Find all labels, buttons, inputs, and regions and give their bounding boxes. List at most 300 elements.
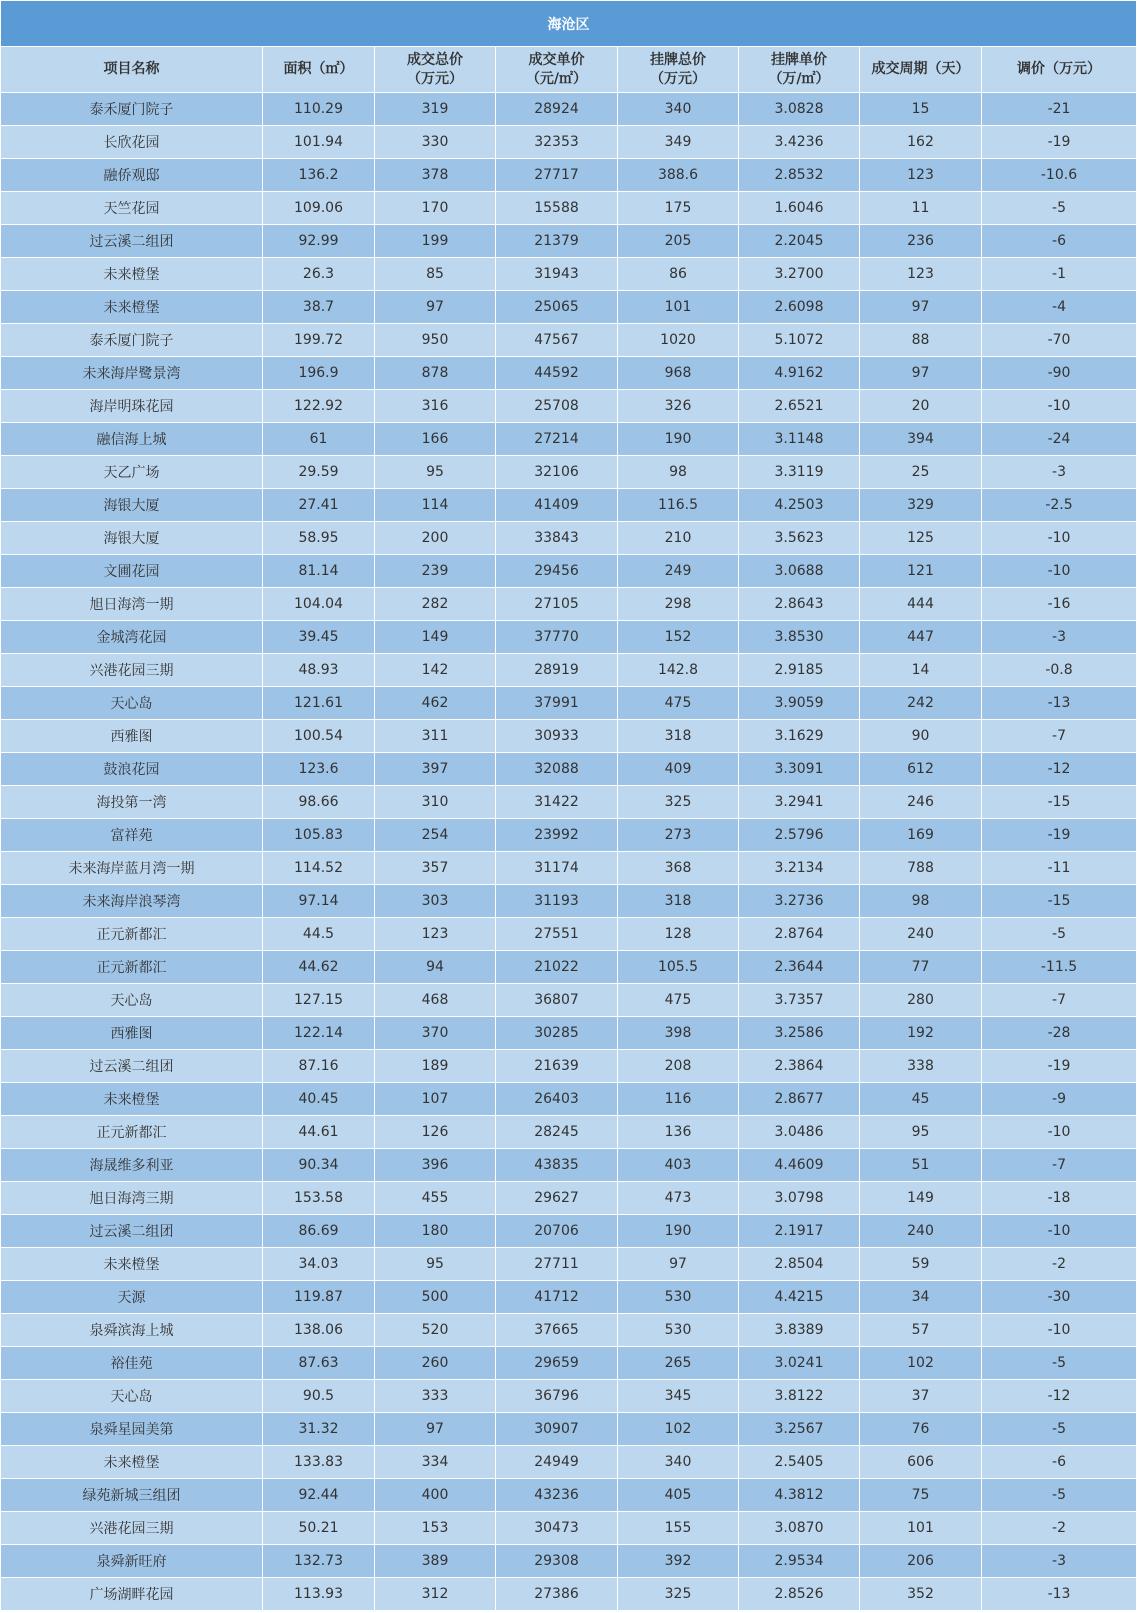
list-unit-price-cell: 2.2045 [739, 225, 860, 258]
deal-cycle-cell: 123 [860, 258, 982, 291]
price-adjust-cell: -7 [982, 720, 1137, 753]
deal-total-cell: 319 [375, 93, 496, 126]
list-total-cell: 175 [618, 192, 739, 225]
area-cell: 58.95 [263, 522, 375, 555]
deal-unit-price-cell: 32106 [496, 456, 618, 489]
deal-total-cell: 200 [375, 522, 496, 555]
deal-unit-price-cell: 27214 [496, 423, 618, 456]
project-name-cell: 天源 [1, 1281, 263, 1314]
deal-total-cell: 468 [375, 984, 496, 1017]
deal-cycle-cell: 25 [860, 456, 982, 489]
deal-unit-price-cell: 27717 [496, 159, 618, 192]
deal-cycle-cell: 125 [860, 522, 982, 555]
deal-total-cell: 97 [375, 1413, 496, 1446]
list-unit-price-cell: 2.5796 [739, 819, 860, 852]
deal-total-cell: 85 [375, 258, 496, 291]
price-adjust-cell: -9 [982, 1083, 1137, 1116]
area-cell: 90.34 [263, 1149, 375, 1182]
project-name-cell: 正元新都汇 [1, 918, 263, 951]
list-unit-price-cell: 3.3091 [739, 753, 860, 786]
list-total-cell: 326 [618, 390, 739, 423]
list-unit-price-cell: 2.9185 [739, 654, 860, 687]
price-adjust-cell: -19 [982, 126, 1137, 159]
table-row [1, 1215, 1137, 1248]
list-unit-price-cell: 3.2941 [739, 786, 860, 819]
project-name-cell: 海岸明珠花园 [1, 390, 263, 423]
project-name-cell: 泉舜星园美第 [1, 1413, 263, 1446]
list-total-cell: 368 [618, 852, 739, 885]
area-cell: 105.83 [263, 819, 375, 852]
list-total-cell: 473 [618, 1182, 739, 1215]
deal-total-cell: 520 [375, 1314, 496, 1347]
deal-total-cell: 123 [375, 918, 496, 951]
table-row [1, 1050, 1137, 1083]
list-unit-price-cell: 3.0870 [739, 1512, 860, 1545]
deal-total-cell: 260 [375, 1347, 496, 1380]
deal-unit-price-cell: 29308 [496, 1545, 618, 1578]
project-name-cell: 文圃花园 [1, 555, 263, 588]
price-adjust-cell: -2 [982, 1248, 1137, 1281]
area-cell: 86.69 [263, 1215, 375, 1248]
project-name-cell: 未来海岸鹭景湾 [1, 357, 263, 390]
table-row [1, 1248, 1137, 1281]
list-unit-price-cell: 3.2736 [739, 885, 860, 918]
project-name-cell: 西雅图 [1, 1017, 263, 1050]
project-name-cell: 兴港花园三期 [1, 1512, 263, 1545]
price-adjust-cell: -5 [982, 918, 1137, 951]
list-total-cell: 318 [618, 885, 739, 918]
list-unit-price-cell: 2.5405 [739, 1446, 860, 1479]
table-row [1, 1149, 1137, 1182]
list-unit-price-cell: 3.0486 [739, 1116, 860, 1149]
deal-unit-price-cell: 31193 [496, 885, 618, 918]
price-adjust-cell: -5 [982, 1413, 1137, 1446]
deal-cycle-cell: 88 [860, 324, 982, 357]
list-total-cell: 475 [618, 687, 739, 720]
price-adjust-cell: -6 [982, 225, 1137, 258]
table-row [1, 93, 1137, 126]
list-total-cell: 392 [618, 1545, 739, 1578]
deal-cycle-cell: 162 [860, 126, 982, 159]
table-row [1, 159, 1137, 192]
area-cell: 38.7 [263, 291, 375, 324]
deal-total-cell: 282 [375, 588, 496, 621]
project-name-cell: 正元新都汇 [1, 951, 263, 984]
table-row [1, 324, 1137, 357]
deal-unit-price-cell: 29659 [496, 1347, 618, 1380]
price-adjust-cell: -19 [982, 1050, 1137, 1083]
area-cell: 122.92 [263, 390, 375, 423]
area-cell: 113.93 [263, 1578, 375, 1611]
area-cell: 26.3 [263, 258, 375, 291]
column-header: 项目名称 [1, 47, 263, 93]
list-unit-price-cell: 2.9534 [739, 1545, 860, 1578]
price-adjust-cell: -2 [982, 1512, 1137, 1545]
area-cell: 109.06 [263, 192, 375, 225]
list-unit-price-cell: 2.3864 [739, 1050, 860, 1083]
price-adjust-cell: -10 [982, 1215, 1137, 1248]
deal-total-cell: 170 [375, 192, 496, 225]
area-cell: 132.73 [263, 1545, 375, 1578]
list-unit-price-cell: 3.1148 [739, 423, 860, 456]
list-total-cell: 210 [618, 522, 739, 555]
deal-cycle-cell: 95 [860, 1116, 982, 1149]
column-header: 成交单价 （元/㎡） [496, 47, 618, 93]
table-row [1, 522, 1137, 555]
deal-cycle-cell: 280 [860, 984, 982, 1017]
table-row [1, 918, 1137, 951]
deal-unit-price-cell: 15588 [496, 192, 618, 225]
deal-total-cell: 126 [375, 1116, 496, 1149]
table-row [1, 588, 1137, 621]
deal-unit-price-cell: 23992 [496, 819, 618, 852]
area-cell: 44.62 [263, 951, 375, 984]
deal-total-cell: 94 [375, 951, 496, 984]
area-cell: 34.03 [263, 1248, 375, 1281]
price-adjust-cell: -12 [982, 753, 1137, 786]
list-unit-price-cell: 3.9059 [739, 687, 860, 720]
price-adjust-cell: -11 [982, 852, 1137, 885]
table-row [1, 1380, 1137, 1413]
area-cell: 39.45 [263, 621, 375, 654]
table-row [1, 1578, 1137, 1611]
area-cell: 122.14 [263, 1017, 375, 1050]
deal-total-cell: 149 [375, 621, 496, 654]
price-adjust-cell: -13 [982, 687, 1137, 720]
area-cell: 31.32 [263, 1413, 375, 1446]
list-total-cell: 190 [618, 423, 739, 456]
deal-unit-price-cell: 29627 [496, 1182, 618, 1215]
list-total-cell: 403 [618, 1149, 739, 1182]
deal-unit-price-cell: 33843 [496, 522, 618, 555]
deal-cycle-cell: 75 [860, 1479, 982, 1512]
price-adjust-cell: -10.6 [982, 159, 1137, 192]
project-name-cell: 过云溪二组团 [1, 1050, 263, 1083]
table-row [1, 621, 1137, 654]
list-total-cell: 101 [618, 291, 739, 324]
deal-unit-price-cell: 26403 [496, 1083, 618, 1116]
area-cell: 98.66 [263, 786, 375, 819]
list-total-cell: 142.8 [618, 654, 739, 687]
deal-total-cell: 389 [375, 1545, 496, 1578]
deal-cycle-cell: 394 [860, 423, 982, 456]
table-row [1, 819, 1137, 852]
deal-total-cell: 312 [375, 1578, 496, 1611]
deal-unit-price-cell: 37770 [496, 621, 618, 654]
column-header: 面积（㎡） [263, 47, 375, 93]
price-adjust-cell: -2.5 [982, 489, 1137, 522]
deal-cycle-cell: 121 [860, 555, 982, 588]
project-name-cell: 天心岛 [1, 687, 263, 720]
deal-unit-price-cell: 36796 [496, 1380, 618, 1413]
deal-unit-price-cell: 20706 [496, 1215, 618, 1248]
area-cell: 44.61 [263, 1116, 375, 1149]
table-row [1, 720, 1137, 753]
deal-cycle-cell: 37 [860, 1380, 982, 1413]
area-cell: 48.93 [263, 654, 375, 687]
deal-cycle-cell: 51 [860, 1149, 982, 1182]
deal-cycle-cell: 76 [860, 1413, 982, 1446]
area-cell: 138.06 [263, 1314, 375, 1347]
deal-total-cell: 95 [375, 456, 496, 489]
price-adjust-cell: -7 [982, 1149, 1137, 1182]
deal-total-cell: 378 [375, 159, 496, 192]
project-name-cell: 泰禾厦门院子 [1, 93, 263, 126]
area-cell: 97.14 [263, 885, 375, 918]
table-row [1, 357, 1137, 390]
deal-unit-price-cell: 41409 [496, 489, 618, 522]
table-row [1, 258, 1137, 291]
price-adjust-cell: -12 [982, 1380, 1137, 1413]
project-name-cell: 未来橙堡 [1, 1248, 263, 1281]
deal-cycle-cell: 77 [860, 951, 982, 984]
deal-unit-price-cell: 30933 [496, 720, 618, 753]
deal-total-cell: 357 [375, 852, 496, 885]
deal-total-cell: 180 [375, 1215, 496, 1248]
table-row [1, 1083, 1137, 1116]
table-row [1, 984, 1137, 1017]
price-adjust-cell: -5 [982, 192, 1137, 225]
list-total-cell: 205 [618, 225, 739, 258]
table-row [1, 753, 1137, 786]
price-adjust-cell: -3 [982, 1545, 1137, 1578]
table-row [1, 885, 1137, 918]
list-total-cell: 298 [618, 588, 739, 621]
price-adjust-cell: -24 [982, 423, 1137, 456]
list-unit-price-cell: 2.8677 [739, 1083, 860, 1116]
project-name-cell: 泉舜滨海上城 [1, 1314, 263, 1347]
price-adjust-cell: -6 [982, 1446, 1137, 1479]
list-unit-price-cell: 3.8530 [739, 621, 860, 654]
deal-cycle-cell: 612 [860, 753, 982, 786]
price-adjust-cell: -10 [982, 522, 1137, 555]
list-unit-price-cell: 3.0798 [739, 1182, 860, 1215]
deal-total-cell: 95 [375, 1248, 496, 1281]
area-cell: 119.87 [263, 1281, 375, 1314]
list-unit-price-cell: 2.6521 [739, 390, 860, 423]
list-unit-price-cell: 3.7357 [739, 984, 860, 1017]
area-cell: 27.41 [263, 489, 375, 522]
project-name-cell: 金城湾花园 [1, 621, 263, 654]
deal-total-cell: 950 [375, 324, 496, 357]
list-total-cell: 98 [618, 456, 739, 489]
deal-unit-price-cell: 30285 [496, 1017, 618, 1050]
area-cell: 92.99 [263, 225, 375, 258]
list-total-cell: 190 [618, 1215, 739, 1248]
project-name-cell: 未来橙堡 [1, 1083, 263, 1116]
table-row [1, 1413, 1137, 1446]
deal-cycle-cell: 59 [860, 1248, 982, 1281]
table-row [1, 1314, 1137, 1347]
project-name-cell: 富祥苑 [1, 819, 263, 852]
deal-total-cell: 396 [375, 1149, 496, 1182]
price-adjust-cell: -90 [982, 357, 1137, 390]
price-adjust-cell: -7 [982, 984, 1137, 1017]
area-cell: 123.6 [263, 753, 375, 786]
deal-total-cell: 316 [375, 390, 496, 423]
table-row [1, 555, 1137, 588]
list-unit-price-cell: 4.4609 [739, 1149, 860, 1182]
table-row [1, 423, 1137, 456]
project-name-cell: 天心岛 [1, 1380, 263, 1413]
column-header: 挂牌单价 （万/㎡） [739, 47, 860, 93]
deal-cycle-cell: 329 [860, 489, 982, 522]
area-cell: 87.16 [263, 1050, 375, 1083]
deal-cycle-cell: 444 [860, 588, 982, 621]
deal-cycle-cell: 90 [860, 720, 982, 753]
project-name-cell: 过云溪二组团 [1, 1215, 263, 1248]
area-cell: 101.94 [263, 126, 375, 159]
list-total-cell: 273 [618, 819, 739, 852]
list-unit-price-cell: 5.1072 [739, 324, 860, 357]
area-cell: 81.14 [263, 555, 375, 588]
list-total-cell: 530 [618, 1281, 739, 1314]
project-name-cell: 兴港花园三期 [1, 654, 263, 687]
deal-cycle-cell: 242 [860, 687, 982, 720]
list-unit-price-cell: 2.8532 [739, 159, 860, 192]
project-name-cell: 天心岛 [1, 984, 263, 1017]
list-total-cell: 102 [618, 1413, 739, 1446]
area-cell: 136.2 [263, 159, 375, 192]
table-header-row [1, 47, 1137, 93]
price-adjust-cell: -1 [982, 258, 1137, 291]
table-row [1, 1545, 1137, 1578]
project-name-cell: 海银大厦 [1, 489, 263, 522]
list-unit-price-cell: 3.2567 [739, 1413, 860, 1446]
deal-total-cell: 334 [375, 1446, 496, 1479]
deal-cycle-cell: 45 [860, 1083, 982, 1116]
project-name-cell: 海投第一湾 [1, 786, 263, 819]
project-name-cell: 过云溪二组团 [1, 225, 263, 258]
project-name-cell: 旭日海湾一期 [1, 588, 263, 621]
list-total-cell: 968 [618, 357, 739, 390]
price-adjust-cell: -30 [982, 1281, 1137, 1314]
column-header: 挂牌总价 （万元） [618, 47, 739, 93]
deal-unit-price-cell: 31422 [496, 786, 618, 819]
table-row [1, 192, 1137, 225]
deal-total-cell: 189 [375, 1050, 496, 1083]
deal-total-cell: 330 [375, 126, 496, 159]
list-total-cell: 116 [618, 1083, 739, 1116]
deal-cycle-cell: 101 [860, 1512, 982, 1545]
price-adjust-cell: -15 [982, 885, 1137, 918]
deal-total-cell: 310 [375, 786, 496, 819]
deal-unit-price-cell: 31174 [496, 852, 618, 885]
list-unit-price-cell: 1.6046 [739, 192, 860, 225]
list-total-cell: 152 [618, 621, 739, 654]
table-row [1, 489, 1137, 522]
deal-unit-price-cell: 29456 [496, 555, 618, 588]
project-name-cell: 泰禾厦门院子 [1, 324, 263, 357]
list-unit-price-cell: 4.9162 [739, 357, 860, 390]
table-row [1, 1512, 1137, 1545]
deal-cycle-cell: 97 [860, 291, 982, 324]
price-adjust-cell: -21 [982, 93, 1137, 126]
area-cell: 110.29 [263, 93, 375, 126]
column-header: 成交总价 （万元） [375, 47, 496, 93]
table-row [1, 390, 1137, 423]
table-row [1, 225, 1137, 258]
column-header: 成交周期（天） [860, 47, 982, 93]
project-name-cell: 天乙广场 [1, 456, 263, 489]
deal-total-cell: 303 [375, 885, 496, 918]
project-name-cell: 泉舜新旺府 [1, 1545, 263, 1578]
deal-cycle-cell: 169 [860, 819, 982, 852]
project-name-cell: 未来海岸浪琴湾 [1, 885, 263, 918]
area-cell: 196.9 [263, 357, 375, 390]
deal-unit-price-cell: 36807 [496, 984, 618, 1017]
list-total-cell: 116.5 [618, 489, 739, 522]
deal-cycle-cell: 97 [860, 357, 982, 390]
list-unit-price-cell: 3.2586 [739, 1017, 860, 1050]
area-cell: 61 [263, 423, 375, 456]
table-row [1, 1281, 1137, 1314]
table-row [1, 1182, 1137, 1215]
area-cell: 44.5 [263, 918, 375, 951]
price-adjust-cell: -28 [982, 1017, 1137, 1050]
deal-unit-price-cell: 25065 [496, 291, 618, 324]
list-unit-price-cell: 2.8504 [739, 1248, 860, 1281]
deal-unit-price-cell: 47567 [496, 324, 618, 357]
list-total-cell: 325 [618, 786, 739, 819]
list-total-cell: 318 [618, 720, 739, 753]
deal-total-cell: 114 [375, 489, 496, 522]
deal-cycle-cell: 447 [860, 621, 982, 654]
list-total-cell: 409 [618, 753, 739, 786]
area-cell: 29.59 [263, 456, 375, 489]
deal-total-cell: 199 [375, 225, 496, 258]
deal-cycle-cell: 206 [860, 1545, 982, 1578]
table-row [1, 291, 1137, 324]
list-unit-price-cell: 3.0828 [739, 93, 860, 126]
area-cell: 90.5 [263, 1380, 375, 1413]
deal-unit-price-cell: 27386 [496, 1578, 618, 1611]
deal-unit-price-cell: 32088 [496, 753, 618, 786]
list-unit-price-cell: 3.2700 [739, 258, 860, 291]
project-name-cell: 未来橙堡 [1, 1446, 263, 1479]
table-row [1, 786, 1137, 819]
list-unit-price-cell: 3.5623 [739, 522, 860, 555]
table-row [1, 1347, 1137, 1380]
deal-total-cell: 254 [375, 819, 496, 852]
deal-unit-price-cell: 21379 [496, 225, 618, 258]
list-unit-price-cell: 3.1629 [739, 720, 860, 753]
deal-unit-price-cell: 30473 [496, 1512, 618, 1545]
list-unit-price-cell: 3.3119 [739, 456, 860, 489]
area-cell: 199.72 [263, 324, 375, 357]
list-total-cell: 530 [618, 1314, 739, 1347]
project-name-cell: 海晟维多利亚 [1, 1149, 263, 1182]
table-row [1, 951, 1137, 984]
list-unit-price-cell: 4.4215 [739, 1281, 860, 1314]
list-total-cell: 388.6 [618, 159, 739, 192]
list-total-cell: 97 [618, 1248, 739, 1281]
price-adjust-cell: -3 [982, 456, 1137, 489]
deal-cycle-cell: 34 [860, 1281, 982, 1314]
table-row [1, 1479, 1137, 1512]
deal-cycle-cell: 240 [860, 1215, 982, 1248]
project-name-cell: 融信海上城 [1, 423, 263, 456]
price-adjust-cell: -70 [982, 324, 1137, 357]
deal-unit-price-cell: 43236 [496, 1479, 618, 1512]
list-total-cell: 340 [618, 1446, 739, 1479]
price-adjust-cell: -18 [982, 1182, 1137, 1215]
table-row [1, 126, 1137, 159]
list-total-cell: 155 [618, 1512, 739, 1545]
list-total-cell: 340 [618, 93, 739, 126]
list-unit-price-cell: 2.8526 [739, 1578, 860, 1611]
deal-unit-price-cell: 25708 [496, 390, 618, 423]
